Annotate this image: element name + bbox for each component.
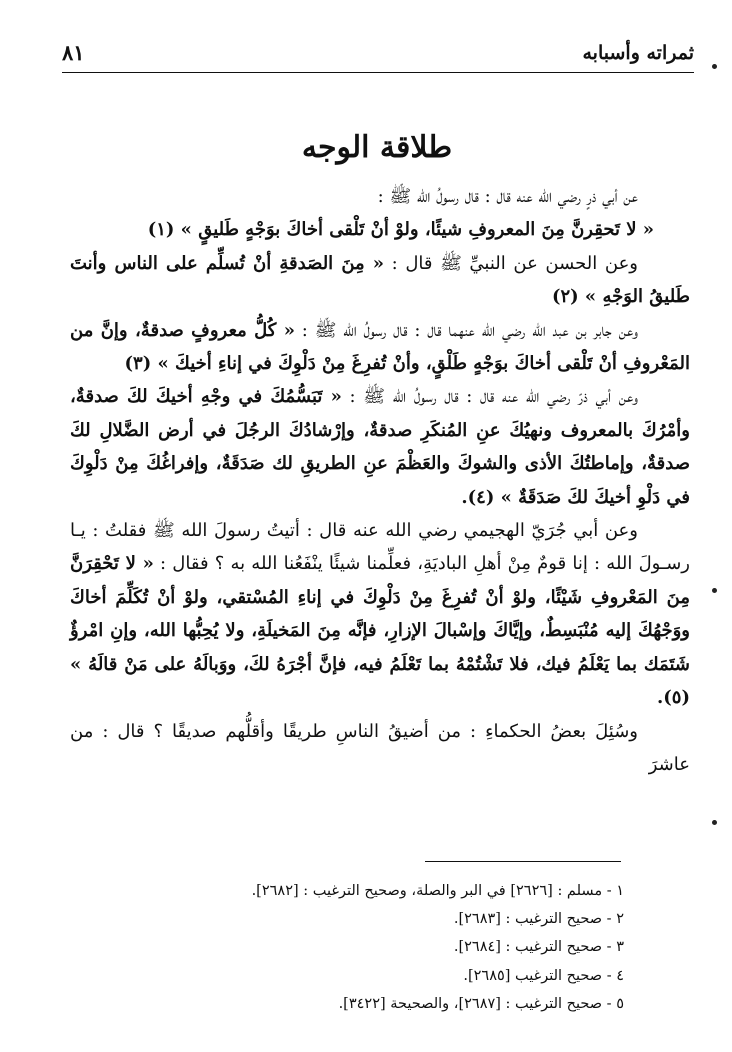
narration-chain: وعن أبي ذرّ رضي الله عنه قال : قال رسولُ الله ﷺ :	[341, 386, 638, 408]
hadith-quote: « لا تَحقِرنَّ مِنَ المعروفِ شيئًا، ولوْ أنْ تَلْقى أخاكَ بوَجْهٍ طَليقٍ » (١)	[147, 219, 654, 241]
hadith-quote: « كُلُّ معروفٍ صدقةٌ، وإنَّ من المَعْروفِ أنْ تَلْقى أخاكَ بوَجْهٍ طَلْقٍ، وأنْ تُفرِغَ مِنْ دَلْوِكَ في إناءِ أخيكَ » (٣)	[70, 319, 690, 375]
section-title: طلاقة الوجه	[301, 130, 453, 165]
footnote: ٣ - صحيح الترغيب : [٢٦٨٤].	[453, 939, 624, 956]
paragraph	[70, 247, 690, 314]
paragraph: وسُئِلَ بعضُ الحكماءِ : من أضيقُ الناسِ طريقًا وأقلُّهم صديقًا ؟ قال : من عاشرَ	[70, 720, 690, 775]
hadith-quote: « مِنَ الصَدقةِ أنْ تُسلِّم على الناس وأنتَ طَليقُ الوَجْهِ » (٢)	[70, 252, 690, 308]
narration-chain: وعن أبي جُرَيّ الهجيمي رضي الله عنه قال : أتيتُ رسولَ الله ﷺ فقلتُ : يـا رسـولَ الله : إنا قومٌ مِنْ أهلِ الباديَةِ، فعلِّمنا شيئًا ينْفَعُنا الله به ؟ فقال :	[70, 520, 690, 575]
footnote: ٥ - صحيح الترغيب : [٢٦٨٧]، والصحيحة [٣٤٢٢].	[338, 995, 624, 1012]
paragraph	[70, 514, 690, 714]
page-number: ٨١	[62, 40, 85, 65]
scan-mark	[712, 588, 717, 593]
running-title: ثمراته وأسبابه	[582, 42, 694, 64]
hadith-quote: « لا تَحْقِرَنَّ مِنَ المَعْروفِ شَيْئًا، ولوْ أنْ تُفرِغَ مِنْ دَلْوِكَ في إناءِ المُسْتقي، ولوْ أنْ تُكَلِّمَ أخاكَ ووَجْهُكَ إليه مُنْبَسِطٌ، وإيَّاكَ وإسْبالَ الإزارِ، فإنَّه مِنَ المَخيلَةِ، ولا يُحِبُّها الله، وإنِ امْرؤٌ شَتَمَك بما يَعْلَمُ فيك، فلا تَشْتُمْهُ بما تَعْلَمُ فيه، فإنَّ أجْرَهُ لكَ، ووَبالَهُ على مَنْ قالَهُ » (٥).	[70, 553, 690, 709]
paragraph	[70, 380, 690, 514]
footnote: ٤ - صحيح الترغيب [٢٦٨٥].	[463, 967, 624, 984]
scan-mark	[712, 820, 717, 825]
footnote-rule	[425, 861, 621, 862]
running-header	[62, 38, 694, 73]
footnote: ٢ - صحيح الترغيب : [٢٦٨٣].	[453, 911, 624, 928]
narration-chain: وعن جابر بن عبد الله رضي الله عنهما قال : قال رسولُ الله ﷺ :	[294, 319, 638, 341]
paragraph: عن أبي ذرٍ رضي الله عنه قال : قال رسولُ الله ﷺ :	[377, 186, 638, 207]
paragraph	[70, 314, 690, 381]
body-text	[70, 180, 690, 781]
footnotes	[70, 877, 624, 1018]
scan-mark	[712, 64, 717, 69]
hadith-quote: « تَبَسُّمُكَ في وجْهِ أخيكَ لكَ صدقةٌ، وأمْرُكَ بالمعروف ونهيُكَ عنِ المُنكَرِ صدقةٌ، وإرْشادُكَ الرجُلَ في أرض الضَّلالِ لكَ صدقةٌ، وإماطتُكَ الأذى والشوكَ والعَظْمَ عنِ الطريقِ لك صَدَقَةٌ، وإفراغُكَ مِنْ دَلْوِكَ في دَلْوِ أخيكَ لكَ صَدَقَةٌ » (٤).	[70, 386, 690, 508]
footnote: ١ - مسلم : [٢٦٢٦] في البر والصلة، وصحيح الترغيب : [٢٦٨٢].	[251, 883, 624, 899]
narration-chain: وعن الحسن عن النبيِّ ﷺ قال :	[384, 252, 638, 274]
